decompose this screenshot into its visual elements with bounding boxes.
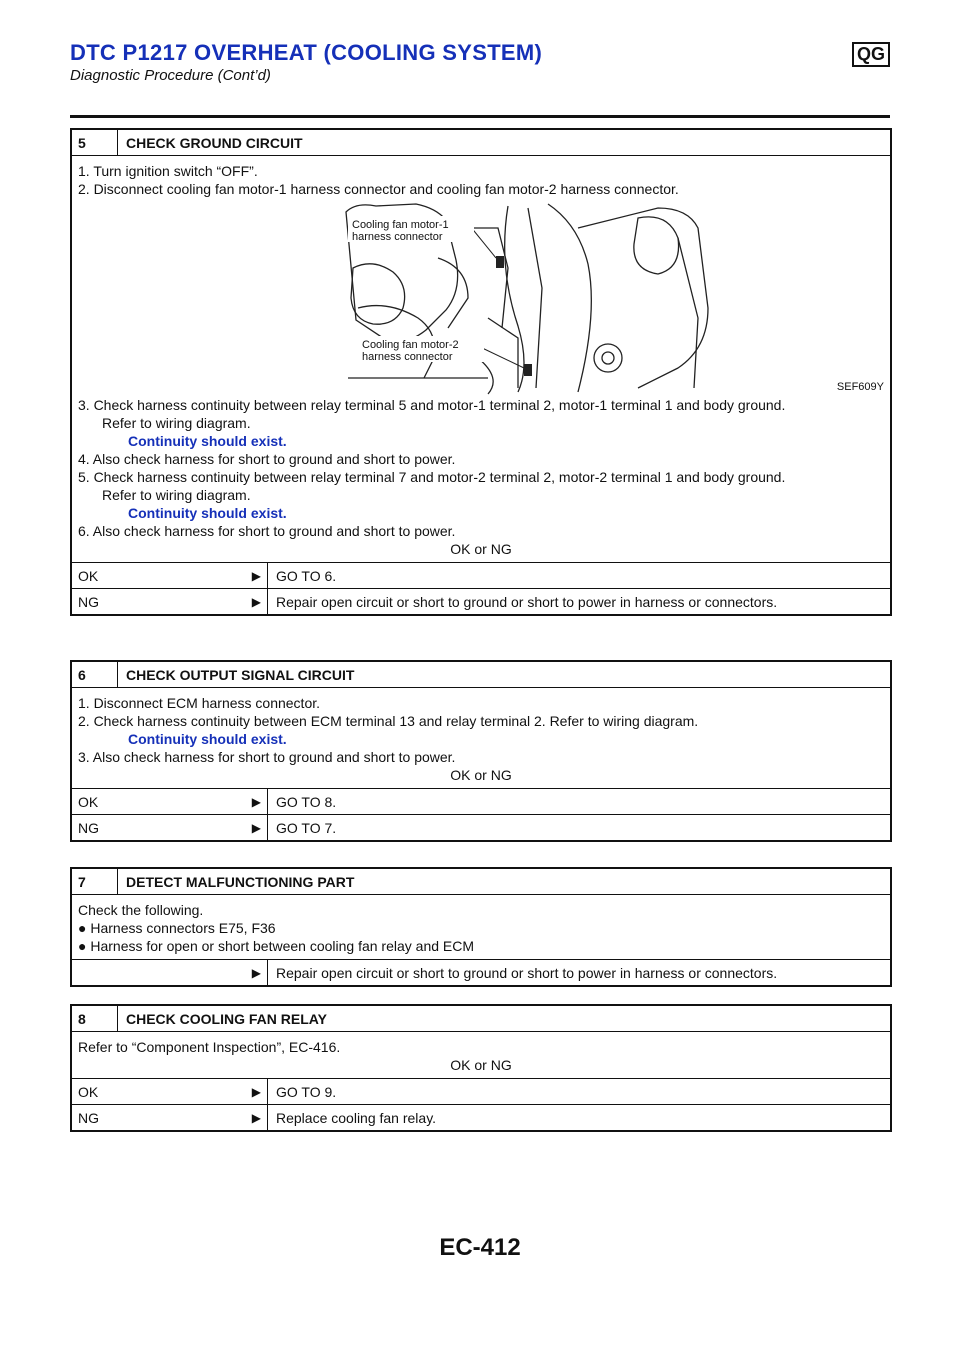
result-row-ok	[72, 789, 890, 814]
figure	[78, 198, 884, 396]
arrow-icon: ▶	[251, 1110, 261, 1125]
result-label: OK	[78, 1083, 99, 1100]
bullet-item: ● Harness for open or short between cooling fan relay and ECM	[78, 938, 475, 954]
instruction: 6. Also check harness for short to ground and short to power.	[78, 523, 456, 539]
result-label: NG	[78, 819, 99, 836]
step-5-body	[72, 156, 890, 563]
engine-bay-illustration	[78, 198, 884, 396]
result-label: NG	[78, 1109, 99, 1126]
result-label: NG	[78, 593, 99, 610]
result-label: OK	[78, 793, 99, 810]
expected-result: Continuity should exist.	[128, 731, 287, 747]
ok-or-ng: OK or NG	[450, 1057, 512, 1073]
header-rule	[70, 115, 890, 118]
arrow-icon: ▶	[251, 794, 261, 809]
result-row-ng	[72, 814, 890, 840]
instruction: 2. Disconnect cooling fan motor-1 harness connector and cooling fan motor-2 harness connector.	[78, 181, 679, 197]
step-7-box	[70, 867, 892, 987]
step-7-body	[72, 895, 890, 960]
step-title: CHECK COOLING FAN RELAY	[126, 1010, 327, 1027]
instruction: 2. Check harness continuity between ECM terminal 13 and relay terminal 2. Refer to wiring diagram.	[78, 713, 699, 729]
arrow-icon: ▶	[251, 1084, 261, 1099]
step-8-box	[70, 1004, 892, 1132]
bullet-item: ● Harness connectors E75, F36	[78, 920, 276, 936]
arrow-icon: ▶	[251, 594, 261, 609]
instruction: Check the following.	[78, 902, 204, 918]
result-action: GO TO 9.	[276, 1083, 337, 1100]
step-number: 6	[72, 662, 118, 687]
page-number: EC-412	[439, 1234, 521, 1261]
instruction-note: Refer to wiring diagram.	[102, 415, 251, 431]
ok-or-ng: OK or NG	[450, 541, 512, 557]
page-header	[70, 40, 890, 86]
step-6-header	[72, 662, 890, 688]
figure-label-motor1-connector: harness connector	[352, 231, 443, 243]
result-row-ng	[72, 1104, 890, 1130]
figure-label-motor2-connector: harness connector	[362, 351, 453, 363]
instruction-note: Refer to wiring diagram.	[102, 487, 251, 503]
page-title: DTC P1217 OVERHEAT (COOLING SYSTEM)	[70, 40, 543, 65]
page-subtitle: Diagnostic Procedure (Cont’d)	[70, 67, 271, 84]
arrow-icon: ▶	[251, 568, 261, 583]
step-5-box	[70, 128, 892, 616]
instruction: 3. Check harness continuity between relay terminal 5 and motor-1 terminal 2, motor-1 terminal 1 and body ground.	[78, 397, 786, 413]
bullet-icon: ●	[78, 920, 87, 936]
result-row-ok	[72, 1079, 890, 1104]
figure-label-motor1: Cooling fan motor-1	[352, 219, 449, 231]
ok-or-ng: OK or NG	[450, 767, 512, 783]
expected-result: Continuity should exist.	[128, 433, 287, 449]
step-6-box	[70, 660, 892, 842]
section-tag: QG	[852, 42, 890, 67]
step-title: CHECK OUTPUT SIGNAL CIRCUIT	[126, 666, 355, 683]
step-5-header	[72, 130, 890, 156]
instruction: 1. Disconnect ECM harness connector.	[78, 695, 321, 711]
instruction: 5. Check harness continuity between relay terminal 7 and motor-2 terminal 2, motor-2 terminal 1 and body ground.	[78, 469, 786, 485]
arrow-icon: ▶	[251, 965, 261, 980]
result-row-ng	[72, 588, 890, 614]
step-8-header	[72, 1006, 890, 1032]
step-title: DETECT MALFUNCTIONING PART	[126, 873, 355, 890]
step-number: 8	[72, 1006, 118, 1031]
figure-caption: SEF609Y	[836, 381, 884, 393]
instruction: Refer to “Component Inspection”, EC-416.	[78, 1039, 341, 1055]
instruction: 4. Also check harness for short to ground and short to power.	[78, 451, 456, 467]
result-action: Repair open circuit or short to ground or short to power in harness or connectors.	[276, 593, 778, 610]
step-6-body	[72, 688, 890, 789]
step-7-header	[72, 869, 890, 895]
step-number: 5	[72, 130, 118, 155]
result-action: GO TO 7.	[276, 819, 337, 836]
step-8-body	[72, 1032, 890, 1079]
result-label: OK	[78, 567, 99, 584]
result-row	[72, 960, 890, 985]
expected-result: Continuity should exist.	[128, 505, 287, 521]
result-action: Replace cooling fan relay.	[276, 1109, 437, 1126]
result-action: GO TO 6.	[276, 567, 337, 584]
result-row-ok	[72, 563, 890, 588]
figure-label-motor2: Cooling fan motor-2	[362, 339, 459, 351]
result-action: Repair open circuit or short to ground or short to power in harness or connectors.	[276, 964, 778, 981]
result-action: GO TO 8.	[276, 793, 337, 810]
arrow-icon: ▶	[251, 820, 261, 835]
instruction: 3. Also check harness for short to ground and short to power.	[78, 749, 456, 765]
step-number: 7	[72, 869, 118, 894]
bullet-icon: ●	[78, 938, 87, 954]
instruction: 1. Turn ignition switch “OFF”.	[78, 163, 258, 179]
step-title: CHECK GROUND CIRCUIT	[126, 134, 303, 151]
